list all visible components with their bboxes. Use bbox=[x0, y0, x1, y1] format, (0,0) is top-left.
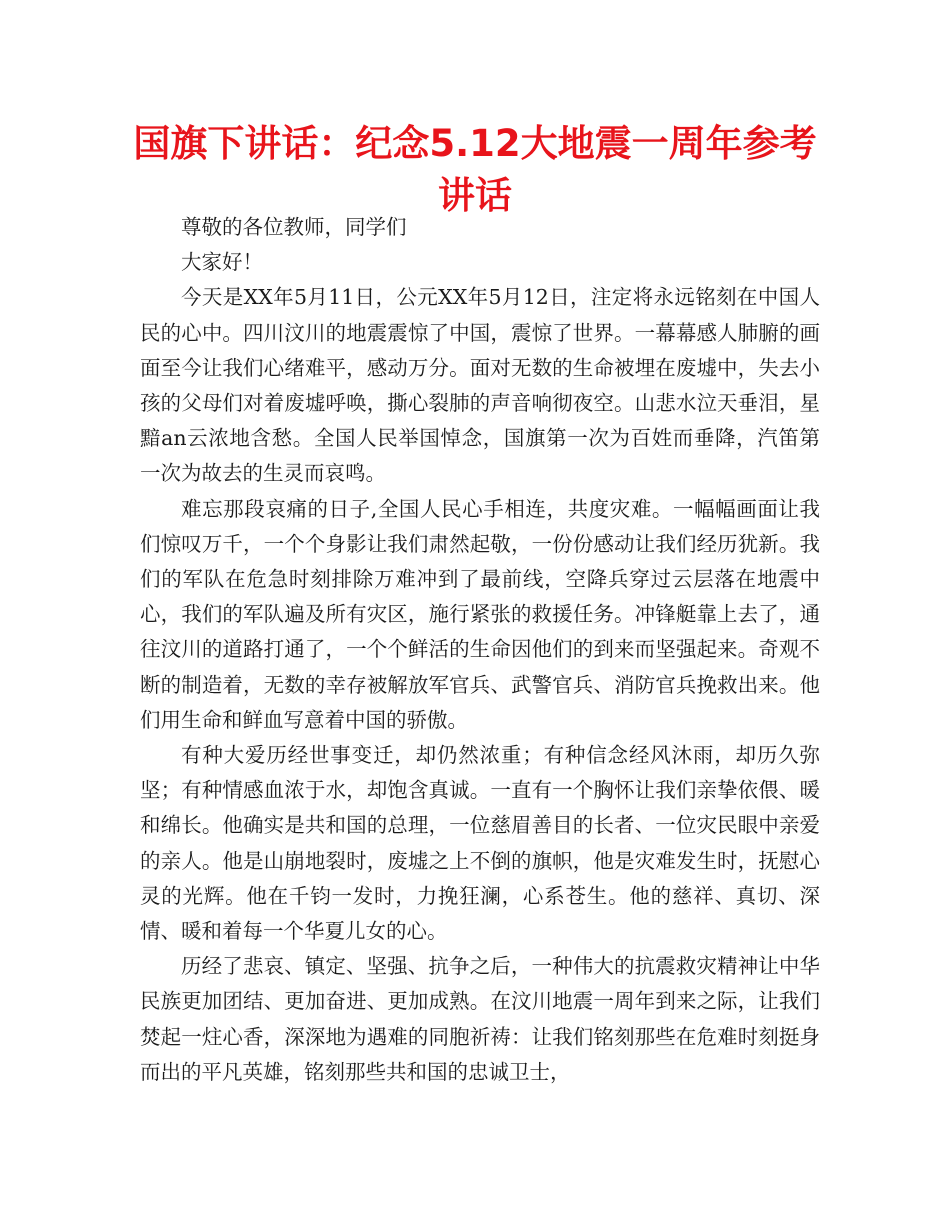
paragraph: 今天是XX年5月11日，公元XX年5月12日，注定将永远铭刻在中国人民的心中。四川汶川的地震震惊了中国，震惊了世界。一幕幕感人肺腑的画面至今让我们心绪难平，感动万分。面对无数的生命被埋在废墟中，失去小孩的父母们对着废墟呼唤，撕心裂肺的声音响彻夜空。山悲水泣天垂泪，星黯an云浓地含愁。全国人民举国悼念，国旗第一次为百姓而垂降，汽笛第一次为故去的生灵而哀鸣。 bbox=[140, 285, 820, 486]
salutation: 尊敬的各位教师，同学们 bbox=[181, 215, 407, 239]
paragraph: 难忘那段哀痛的日子,全国人民心手相连，共度灾难。一幅幅画面让我们惊叹万千，一个个身影让我们肃然起敬，一份份感动让我们经历犹新。我们的军队在危急时刻排除万难冲到了最前线，空降兵穿过云层落在地震中心，我们的军队遍及所有灾区，施行紧张的救援任务。冲锋艇靠上去了，通往汶川的道路打通了，一个个鲜活的生命因他们的到来而坚强起来。奇观不断的制造着，无数的幸存被解放军官兵、武警官兵、消防官兵挽救出来。他们用生命和鲜血写意着中国的骄傲。 bbox=[140, 496, 820, 732]
paragraph: 历经了悲哀、镇定、坚强、抗争之后，一种伟大的抗震救灾精神让中华民族更加团结、更加奋进、更加成熟。在汶川地震一周年到来之际，让我们焚起一炷心香，深深地为遇难的同胞祈祷：让我们铭刻那些在危难时刻挺身而出的平凡英雄，铭刻那些共和国的忠诚卫士， bbox=[140, 954, 820, 1084]
document-body bbox=[140, 210, 820, 1090]
document-title: 国旗下讲话：纪念5.12大地震一周年参考讲话 bbox=[133, 122, 817, 217]
paragraph: 有种大爱历经世事变迁，却仍然浓重；有种信念经风沐雨，却历久弥坚；有种情感血浓于水，却饱含真诚。一直有一个胸怀让我们亲挚依偎、暖和绵长。他确实是共和国的总理，一位慈眉善目的长者、一位灾民眼中亲爱的亲人。他是山崩地裂时，废墟之上不倒的旗帜，他是灾难发生时，抚慰心灵的光辉。他在千钧一发时，力挽狂澜，心系苍生。他的慈祥、真切、深情、暖和着每一个华夏儿女的心。 bbox=[140, 743, 820, 944]
greeting: 大家好！ bbox=[181, 250, 263, 275]
